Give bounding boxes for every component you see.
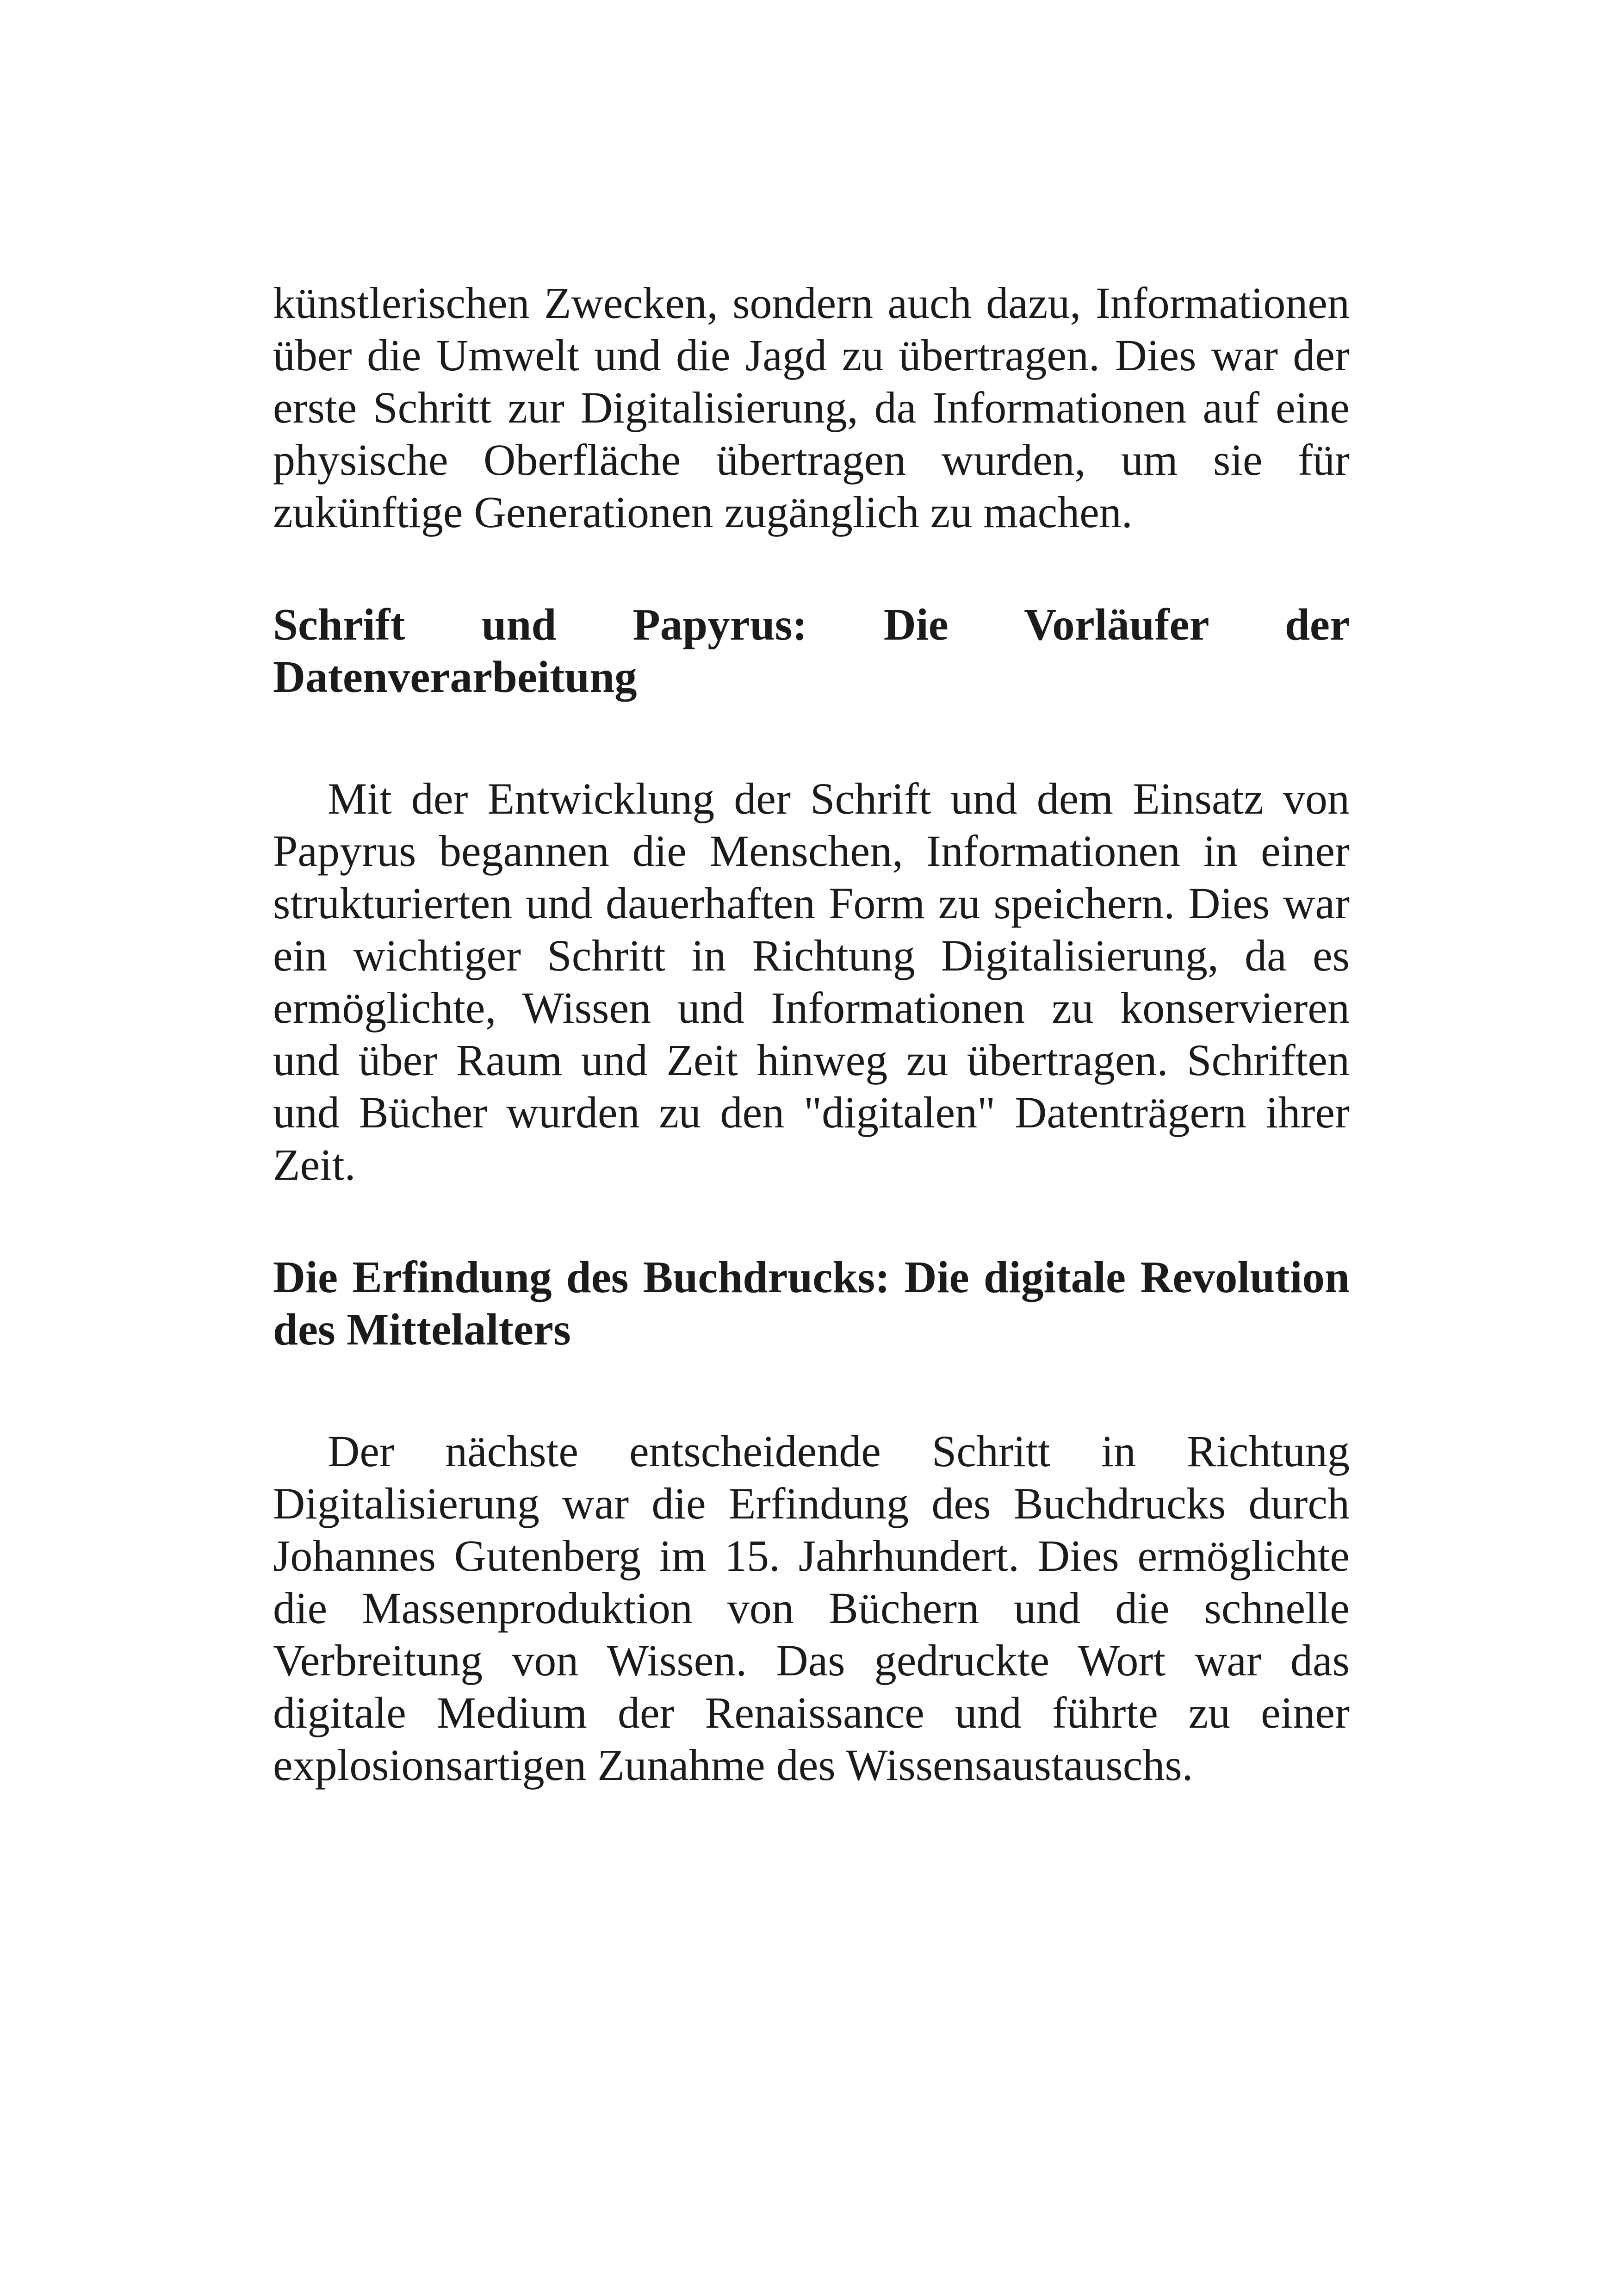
document-page: [273, 277, 1350, 1791]
spacer: [273, 703, 1350, 772]
section-heading-buchdruck: Die Erfindung des Buchdrucks: Die digitale Revolution des Mittelalters: [273, 1252, 1350, 1354]
paragraph-schrift-und-papyrus: Mit der Entwicklung der Schrift und dem Einsatz von Papyrus begannen die Menschen, Informationen in einer strukturierten und dauerhaften Form zu speichern. Dies war ein wichtiger Schritt in Richtung Digitalisierung, da es ermöglichte, Wissen und Informationen zu konservieren und über Raum und Zeit hinweg zu übertragen. Schriften und Bücher wurden zu den "digitalen" Datenträgern ihrer Zeit.: [273, 774, 1350, 1189]
section-heading-schrift-und-papyrus: Schrift und Papyrus: Die Vorläufer der Datenverarbeitung: [273, 600, 1350, 702]
paragraph-buchdruck: Der nächste entscheidende Schritt in Richtung Digitalisierung war die Erfindung des Buchdrucks durch Johannes Gutenberg im 15. Jahrhundert. Dies ermöglichte die Massenproduktion von Büchern und die schnelle Verbreitung von Wissen. Das gedruckte Wort war das digitale Medium der Renaissance und führte zu einer explosionsartigen Zunahme des Wissensaustauschs.: [273, 1426, 1350, 1790]
spacer: [273, 1191, 1350, 1251]
spacer: [273, 538, 1350, 598]
paragraph-continued: künstlerischen Zwecken, sondern auch dazu, Informationen über die Umwelt und die Jagd zu übertragen. Dies war der erste Schritt zur Digitalisierung, da Informationen auf eine physische Oberfläche übertragen wurden, um sie für zukünftige Generationen zugänglich zu machen.: [273, 278, 1350, 537]
spacer: [273, 1356, 1350, 1425]
